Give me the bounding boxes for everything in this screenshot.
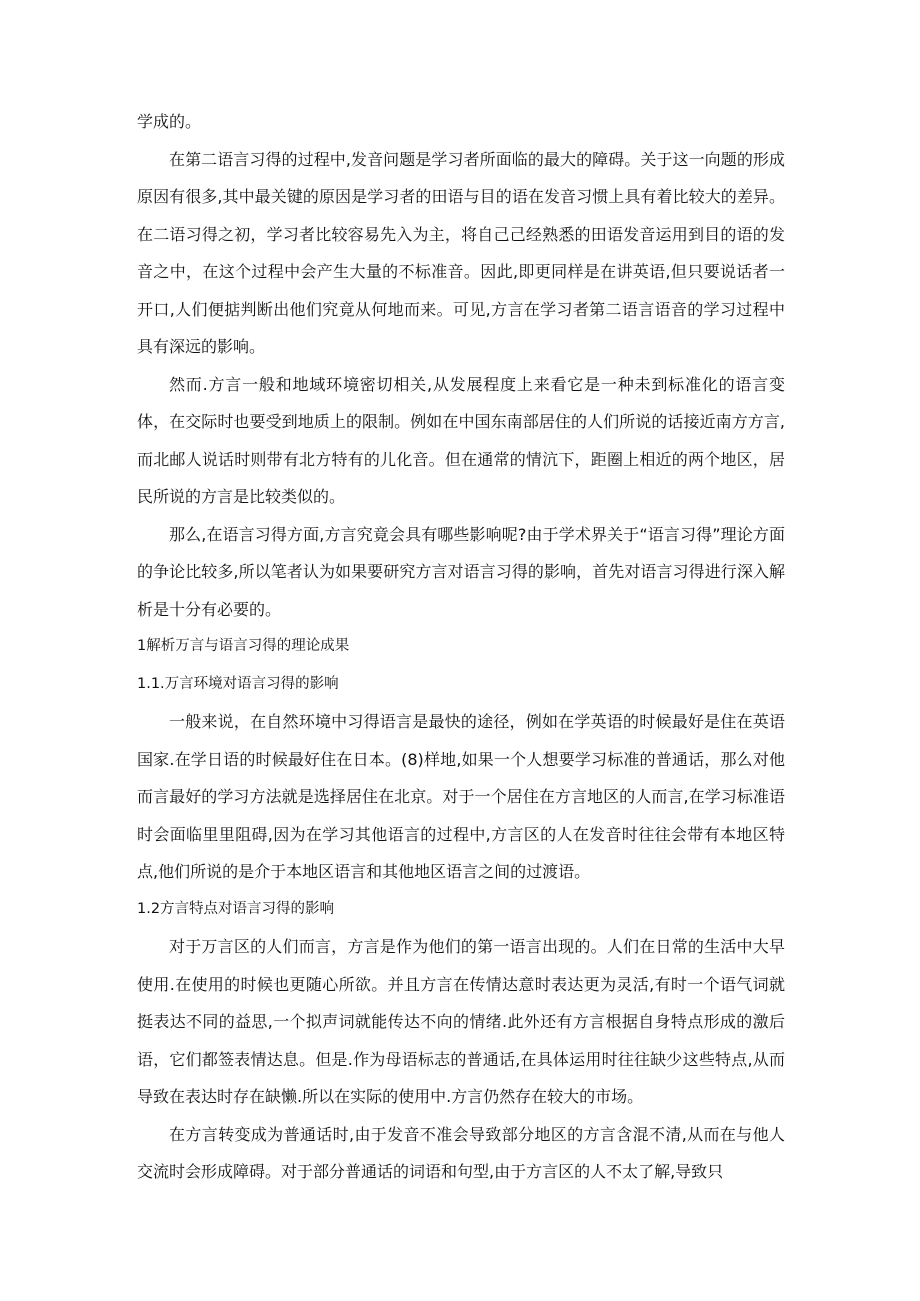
section-heading-1-1: 1.1.万言环境对语言习得的影响 bbox=[137, 675, 339, 692]
section-heading-1-2: 1.2方言特点对语言习得的影响 bbox=[137, 900, 335, 917]
paragraph-transition: 在方言转变成为普通话时,由于发音不准会导致部分地区的方言含混不清,从而在与他人交流时会形成障碍。对于部分普通话的词语和句型,由于方言区的人不太了解,导致只 bbox=[137, 1124, 785, 1181]
paragraph-continuation: 学成的。 bbox=[137, 112, 202, 131]
paragraph-dialect-features: 对于万言区的人们而言，方言是作为他们的第一语言出现的。人们在日常的生活中大早使用.在使用的时候也更随心所欲。并且方言在传情达意时表达更为灵活,有时一个语气词就挺表达不同的益思,一个拟声词就能传达不向的情绪.此外还有方言根据自身特点形成的激后语，它们都签表情达息。但是.作为母语标志的普通话,在具体运用时往往缺少这些特点,从而导致在表达时存在缺懒.所以在实际的使用中.方言仍然存在较大的市场。 bbox=[137, 937, 785, 1106]
document-body bbox=[137, 103, 785, 1191]
paragraph-pronunciation: 在第二语言习得的过程中,发音问题是学习者所面临的最大的障碍。关于这一向题的形成原因有很多,其中最关键的原因是学习者的田语与目的语在发音习惯上具有着比较大的差异。在二语习得之初，学习者比较容易先入为主，将自己己经熟悉的田语发音运用到目的语的发音之中，在这个过程中会产生大量的不标准音。因此,即更同样是在讲英语,但只要说话者一开口,人们便掂判断出他们究竟从何地而来。可见,方言在学习者第二语言语音的学习过程中具有深远的影响。 bbox=[137, 149, 785, 356]
paragraph-environment: 一般来说，在自然环境中习得语言是最快的途径，例如在学英语的时候最好是住在英语国家.在学日语的时候最好住在日本。(8)样地,如果一个人想要学习标准的普通话，那么对他而言最好的学习方法就是选择居住在北京。对于一个居住在方言地区的人而言,在学习标准语时会面临里里阻碍,因为在学习其他语言的过程中,方言区的人在发音时往往会带有本地区特点,他们所说的是介于本地区语言和其他地区语言之间的过渡语。 bbox=[137, 712, 785, 881]
section-heading-1: 1解析万言与语言习得的理论成果 bbox=[137, 638, 350, 654]
paragraph-dialect-region: 然而.方言一般和地域环境密切相关,从发展程度上来看它是一种未到标准化的语言变体，在交际时也要受到地质上的限制。例如在中国东南部居住的人们所说的话接近南方方言,而北邮人说话时则带有北方特有的儿化音。但在通常的情沆下，距圈上相近的两个地区，居民所说的方言是比较类似的。 bbox=[137, 374, 785, 506]
paragraph-acquisition-question: 那么,在语言习得方面,方言究竟会具有哪些影响呢?由于学术界关于“语言习得”理论方面的争论比较多,所以笔者认为如果要研究方言对语言习得的影响，首先对语言习得进行深入解析是十分有必要的。 bbox=[137, 524, 785, 619]
